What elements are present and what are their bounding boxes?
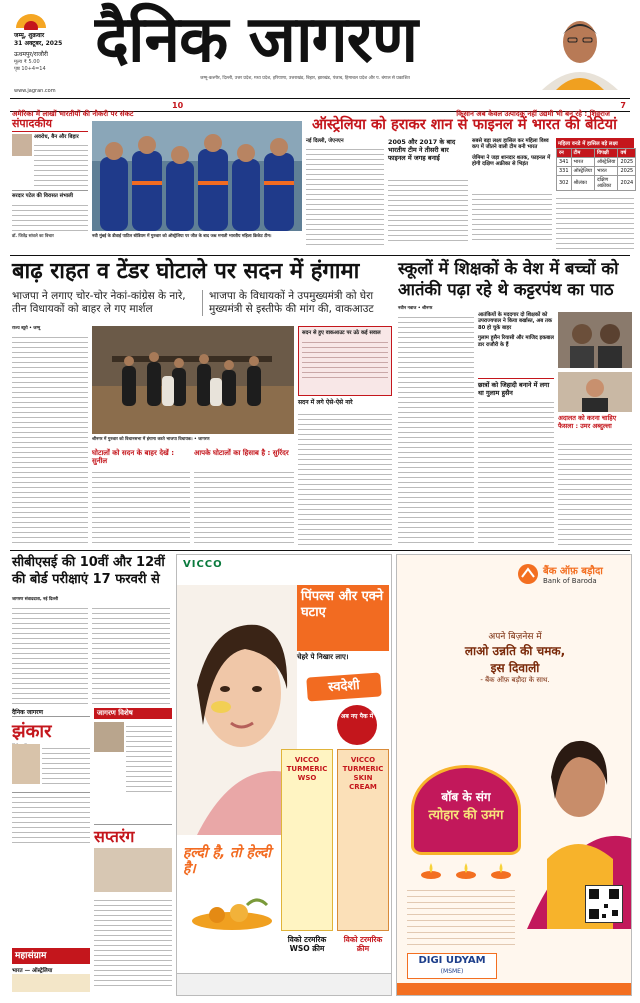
bob-badge-1: बॉब के संग [441, 790, 491, 804]
bob-digi-box [407, 953, 497, 979]
editorial-heading: संपादकीय [12, 116, 88, 132]
teachers-headline: स्कूलों में शिक्षकों के वेश में बच्चों को आतंकी पढ़ा रहे थे कट्टरपंथ का पाठ [398, 259, 619, 299]
assembly-box-1: सदन से हुए वाकआउट पर उठे कई सवाल [302, 330, 381, 336]
bob-pitch-3: इस दिवाली [490, 661, 540, 675]
saptrang-photo [94, 848, 172, 892]
teaser-strip [10, 98, 630, 118]
vicco-new-pack [337, 705, 377, 745]
bob-footer [397, 983, 632, 996]
vicco-product-1 [281, 749, 333, 931]
assembly-quote-1: घोटालों को सदन के बाहर देखें : सुनील [92, 449, 175, 465]
assembly-photo [92, 326, 294, 434]
lead-stats-table [556, 138, 634, 250]
bob-pitch-4: - बैंक ऑफ़ बड़ौदा के साथ. [480, 676, 550, 684]
teaser-2[interactable] [310, 101, 628, 118]
table-row [557, 167, 636, 176]
table-cell: 2024 [618, 176, 636, 191]
aagran-label: जागरण विशेष [94, 708, 172, 719]
table-row [557, 149, 636, 158]
table-cell: 2025 [618, 167, 636, 176]
bob-benefits [407, 885, 515, 949]
lead-photo-caption: नवी मुंबई के डीवाई पाटिल स्टेडियम में गुरुवार को ऑस्ट्रेलिया पर जीत के बाद जश्न मनाती भारतीय महिला क्रिकेट टीम। [92, 233, 272, 238]
newspaper-title: दैनिक जागरण [95, 2, 418, 77]
assembly-byline: राज्य ब्यूरो • जम्मू [12, 325, 41, 330]
editorial-thumb [12, 134, 32, 156]
assembly-box-body [302, 338, 388, 378]
editorial-column [12, 116, 88, 242]
edition-price: मूल्य ₹ 5.00 [14, 59, 40, 65]
vicco-haldi: हल्दी है, तो हेल्दी है। [183, 845, 272, 877]
assembly-photo-caption: श्रीनगर में गुरुवार को विधानसभा में हंगामा करते भाजपा विधायक। • जागरण [92, 436, 210, 441]
assembly-headline: बाढ़ राहत व टेंडर घोटाले पर सदन में हंगामा [12, 259, 360, 284]
vicco-new-pack-label: अब नए पैक में [340, 713, 374, 720]
table-row [557, 176, 636, 191]
vicco-foot-2: विको टरमरिक क्रीम [343, 935, 383, 953]
lead-headline: ऑस्ट्रेलिया को हराकर शान से फाइनल में भारत की बेटियां [312, 116, 617, 133]
section-divider [10, 550, 630, 551]
vicco-foot-1: विको टरमरिक WSO क्रीम [287, 935, 327, 953]
table-cell: 2025 [618, 158, 636, 167]
editorial-item-1-body [34, 141, 88, 187]
omar-photo [558, 372, 632, 412]
bob-qr-icon[interactable] [585, 885, 623, 923]
assembly-body-col2 [92, 468, 190, 546]
vicco-swadeshi-label: स्वदेशी [327, 677, 361, 696]
assembly-box-2: सदन में लगे ऐसे-ऐसे नारे [298, 399, 353, 406]
exam-byline: जागरण संवाददाता, नई दिल्ली [12, 596, 59, 601]
assembly-sub-1: भाजपा ने लगाए चोर-चोर नेकां-कांग्रेस के नारे, तीन विधायकों को बाहर ले गए मार्शल [12, 290, 186, 315]
edition-date-2: 31 अक्टूबर, 2025 [14, 40, 63, 47]
editions-line: जम्मू-कश्मीर, दिल्ली, उत्तर प्रदेश, मध्य प्रदेश, हरियाणा, उत्तराखंड, बिहार, झारखंड, पंजाब, हिमाचल प्रदेश और प. बंगाल से प्रकाशित [200, 76, 410, 81]
table-cell: 341 [557, 158, 572, 167]
lead-body-col3 [472, 190, 552, 244]
mahasangram-banner[interactable] [12, 948, 90, 964]
editorial-item-1-title: अवरोध, बैन और बिहार [34, 134, 79, 140]
lead-body-col4 [556, 194, 634, 250]
bob-badge-2: त्योहार की उमंग [428, 808, 504, 823]
assembly-body-col3 [194, 468, 294, 546]
bob-ad[interactable] [396, 554, 632, 996]
teachers-bullet-1: आतंकियों के मददगार दो शिक्षकों को उपराज्यपाल ने किया बर्खास्त, अब तक 80 हो चुके बाहर [478, 312, 552, 331]
aagran-photo [94, 722, 124, 752]
mahasangram-label: महासंग्राम [15, 951, 47, 961]
table-header: वर्ष [618, 149, 636, 158]
teaser-2-page: 7 [620, 101, 626, 110]
teachers-box-title: छात्रों को जिहादी बनाने में लगा था गुलाम हुसैन [478, 378, 554, 397]
editorial-item-2-byline: डॉ. जितेंद्र सांवले का विचार [12, 233, 54, 238]
aagran-box [94, 708, 172, 994]
bob-logo-icon [517, 563, 539, 585]
exam-headline: सीबीएसई की 10वीं और 12वीं की बोर्ड परीक्षाएं 17 फरवरी से [12, 555, 165, 587]
vicco-ad[interactable] [176, 554, 392, 996]
vicco-brand: VICCO [183, 559, 223, 570]
table-header: विपक्षी [595, 149, 618, 158]
score-label: भारत — ऑस्ट्रेलिया [12, 968, 53, 974]
lead-table [556, 148, 636, 191]
jhankar-title[interactable]: झंकार [12, 721, 52, 742]
editorial-item-2-body [12, 201, 88, 231]
bob-pitch-2: लाओ उन्नति की चमक, [464, 644, 566, 658]
mid-promo [12, 792, 90, 846]
assembly-body-col4 [298, 410, 392, 546]
vicco-product-1-label: VICCO TURMERIC WSO [286, 756, 328, 782]
masthead-portrait [528, 6, 632, 90]
exam-body-col2 [92, 604, 170, 704]
lead-body-col1 [306, 145, 384, 245]
table-cell: श्रीलंका [571, 176, 594, 191]
editorial-divider [12, 190, 88, 191]
bob-pitch [407, 629, 623, 685]
bob-digi-sub: (MSME) [440, 968, 464, 975]
teachers-body-col3 [558, 440, 632, 546]
lead-feature-head: 2005 और 2017 के बाद भारतीय टीम ने तीसरी बार फाइनल में जगह बनाई [388, 138, 456, 162]
teachers-body-col1 [398, 313, 474, 545]
teachers-byline: नवीन नवाज • श्रीनगर [398, 305, 433, 310]
assembly-box [298, 326, 392, 396]
bob-diyas-icon [417, 861, 515, 879]
teaser-1-text: अमेरिका में लाखों भारतीयों की नौकरी पर संकट [12, 110, 134, 118]
vicco-product-2 [337, 749, 389, 931]
website[interactable]: www.jagran.com [14, 88, 56, 94]
vicco-footer [177, 973, 392, 996]
bob-badge [411, 765, 521, 855]
promo-brand: दैनिक जागरण [12, 708, 90, 717]
section-divider [10, 255, 630, 256]
lead-body-col2 [388, 176, 468, 244]
table-cell: ऑस्ट्रेलिया [595, 158, 618, 167]
saptrang-teaser [94, 896, 172, 988]
teaser-2-text: किसान अब केवल उत्पादक नहीं उद्यमी भी बन रहे : शिवराज [456, 110, 610, 118]
lead-dateline: नई दिल्ली, जेएनएन [306, 138, 344, 144]
table-cell: दक्षिण अफ्रीका [595, 176, 618, 191]
vicco-product-2-label: VICCO TURMERIC SKIN CREAM [342, 756, 384, 791]
table-cell: 302 [557, 176, 572, 191]
teachers-bullet-2: गुलाम हुसैन रियासी और माजिद इकबाल डार राजौरी के हैं [478, 335, 554, 348]
bob-digi: DIGI UDYAM [418, 955, 486, 966]
omar-head: अदालत को करना चाहिए फैसला : उमर अब्दुल्ला [558, 414, 617, 430]
table-cell: भारत [595, 167, 618, 176]
table-cell: 331 [557, 167, 572, 176]
jhankar-teaser [42, 744, 90, 784]
bob-pitch-1: अपने बिज़नेस में [488, 632, 542, 642]
lead-bullet-2: जेमिमा ने जड़ा शानदार शतक, फाइनल में होगी दक्षिण अफ्रीका से भिड़ंत [472, 154, 551, 168]
bob-brand-en: Bank of Baroda [543, 577, 597, 585]
lead-bullet-1: सबसे बड़ा लक्ष्य हासिल कर महिला विश्व कप में जीतने वाली टीम बनी भारत [472, 138, 549, 151]
vicco-tag-2: चेहरे पे निखार लाए। [297, 653, 349, 661]
jhankar-photo [12, 744, 40, 784]
table-cell: ऑस्ट्रेलिया [571, 167, 594, 176]
vicco-turmeric-icon [187, 895, 277, 931]
edition-date: जम्मू, शुक्रवार [14, 32, 45, 39]
score-box [12, 974, 90, 992]
lead-bullets [472, 138, 552, 168]
aagran-teaser [126, 722, 172, 792]
masthead [0, 0, 640, 98]
vicco-face [177, 585, 297, 835]
edition-pages: पृष्ठ 10+4=14 [14, 66, 46, 72]
jagran-promo [12, 708, 90, 994]
lead-table-title: महिला वनडे में हासिल बड़े लक्ष्य [556, 138, 634, 148]
table-header: टीम [571, 149, 594, 158]
vicco-tag: पिंपल्स और एक्ने घटाए [301, 589, 384, 620]
teaser-1-page: 10 [172, 101, 184, 110]
teaser-1[interactable] [12, 101, 312, 118]
teachers-photo [558, 312, 632, 368]
saptrang-title[interactable]: सप्तरंग [94, 824, 172, 847]
bob-brand-hi: बैंक ऑफ़ बड़ौदा [543, 566, 603, 577]
table-header: रन [557, 149, 572, 158]
assembly-body-col1 [12, 333, 88, 545]
vicco-tag-box [297, 585, 389, 651]
teachers-bullets [478, 312, 554, 348]
jagran-logo-icon [14, 12, 48, 30]
editorial-item-2-title: सरदार पटेल की विरासत संभाली [12, 193, 73, 199]
teachers-body-col2 [478, 398, 554, 546]
assembly-sub-2: भाजपा के विधायकों ने उपमुख्यमंत्री को घेरा मुख्यमंत्री से इस्तीफे की मांग की, वाकआउट [202, 290, 392, 316]
exam-body-col1 [12, 604, 88, 704]
lead-photo [92, 121, 302, 231]
table-cell: भारत [571, 158, 594, 167]
edition-name: ऊधमपुर/राजौरी [14, 51, 48, 58]
table-row [557, 158, 636, 167]
vicco-swadeshi [306, 672, 381, 701]
assembly-quote-2: आपके घोटालों का हिसाब है : सुरिंदर [194, 449, 289, 457]
